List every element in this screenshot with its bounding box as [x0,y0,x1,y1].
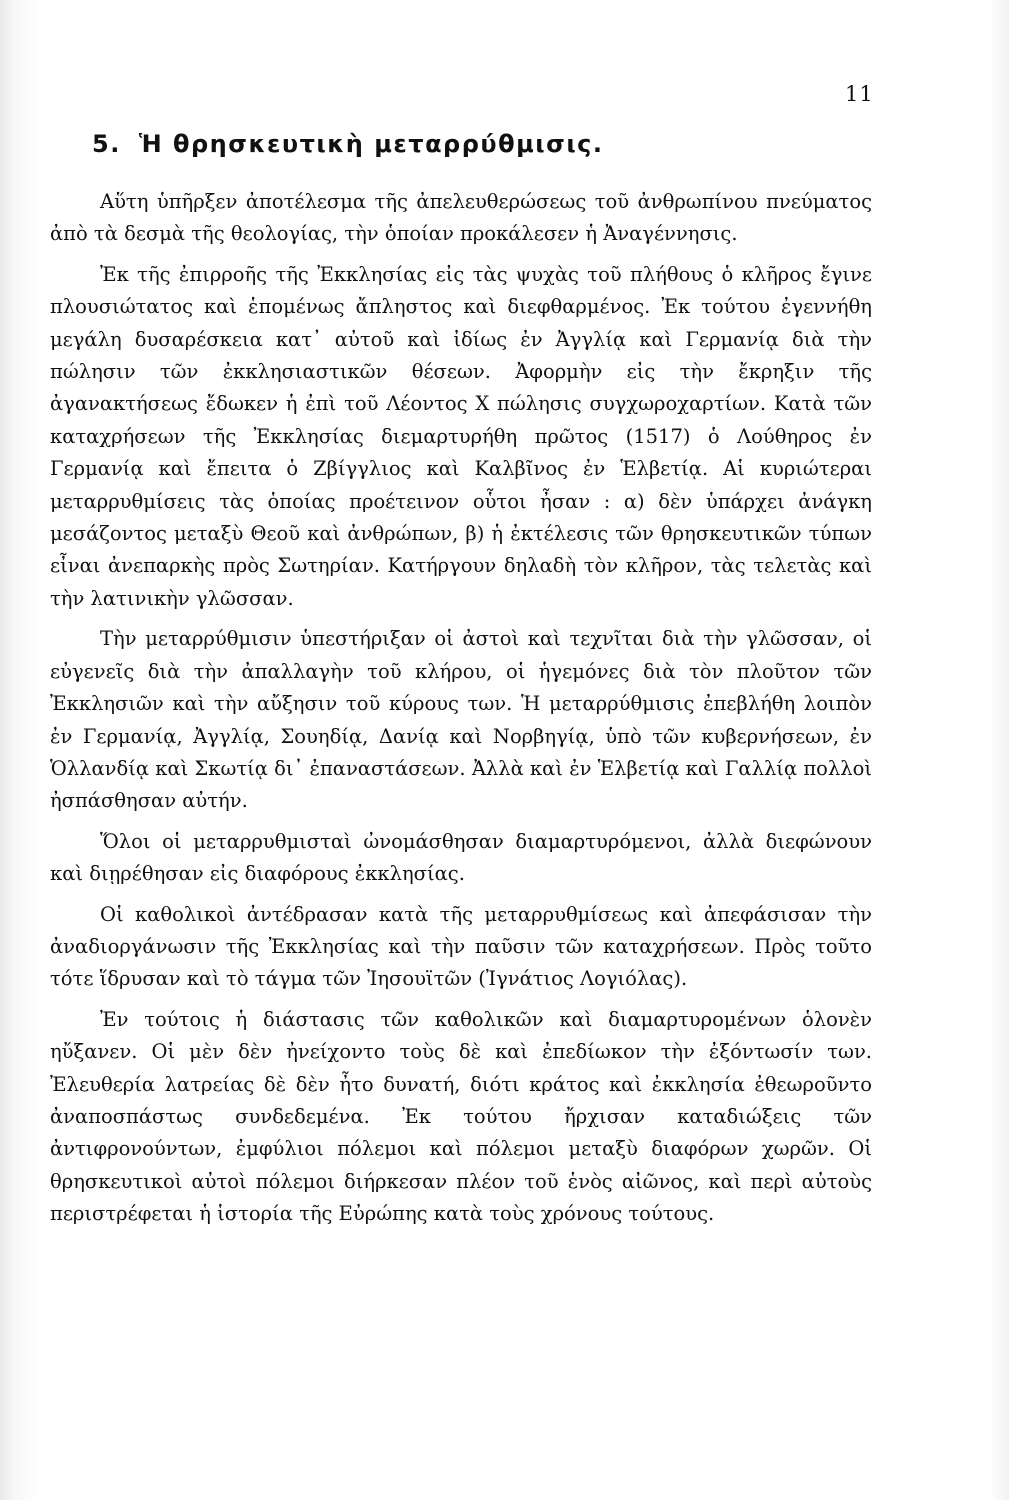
paragraph: Οἱ καθολικοὶ ἀντέδρασαν κατὰ τῆς μεταρρυθμίσεως καὶ ἀπεφάσισαν τὴν ἀναδιοργάνωσιν τῆς Ἐκκλησίας καὶ τὴν παῦσιν τῶν καταχρήσεων. Πρὸς τοῦτο τότε ἵδρυσαν καὶ τὸ τάγμα τῶν Ἰησουϊτῶν (Ἰγνάτιος Λογιόλας). [50,902,872,991]
paragraph: Ἐκ τῆς ἐπιρροῆς τῆς Ἐκκλησίας εἰς τὰς ψυχὰς τοῦ πλήθους ὁ κλῆρος ἔγινε πλουσιώτατος καὶ ἑπομένως ἄπληστος καὶ διεφθαρμένος. Ἐκ τούτου ἐγεννήθη μεγάλη δυσαρέσκεια κατ᾿ αὐτοῦ καὶ ἰδίως ἐν Ἀγγλίᾳ καὶ Γερμανίᾳ διὰ τὴν πώλησιν τῶν ἐκκλησιαστικῶν θέσεων. Ἀφορμὴν εἰς τὴν ἔκρηξιν τῆς ἀγανακτήσεως ἔδωκεν ἡ ἐπὶ τοῦ Λέοντος Χ πώλησις συγχωροχαρτίων. Κατὰ τῶν καταχρήσεων τῆς Ἐκκλησίας διεμαρτυρήθη πρῶτος (1517) ὁ Λούθηρος ἐν Γερμανίᾳ καὶ ἔπειτα ὁ Ζβίγγλιος καὶ Καλβῖνος ἐν Ἑλβετίᾳ. Αἱ κυριώτεραι μεταρρυθμίσεις τὰς ὁποίας προέτεινον οὗτοι ἦσαν : α) δὲν ὑπάρχει ἀνάγκη μεσάζοντος μεταξὺ Θεοῦ καὶ ἀνθρώπων, β) ἡ ἐκτέλεσις τῶν θρησκευτικῶν τύπων εἶναι ἀνεπαρκὴς πρὸς Σωτηρίαν. Κατήργουν δηλαδὴ τὸν κλῆρον, τὰς τελετὰς καὶ τὴν λατινικὴν γλῶσσαν. [50,262,872,610]
section-heading [92,130,604,158]
paragraph: Ὅλοι οἱ μεταρρυθμισταὶ ὠνομάσθησαν διαμαρτυρόμενοι, ἀλλὰ διεφώνουν καὶ διῃρέθησαν εἰς διαφόρους ἐκκλησίας. [50,829,872,886]
section-number: 5. [92,130,121,158]
section-title: Ἡ θρησκευτικὴ μεταρρύθμισις. [138,130,604,158]
paragraph: Αὕτη ὑπῆρξεν ἀποτέλεσμα τῆς ἀπελευθερώσεως τοῦ ἀνθρωπίνου πνεύματος ἀπὸ τὰ δεσμὰ τῆς θεολογίας, τὴν ὁποίαν προκάλεσεν ἡ Ἀναγέννησις. [50,190,872,246]
page-number: 11 [845,82,874,106]
body-text [50,186,872,1239]
paragraph: Ἐν τούτοις ἡ διάστασις τῶν καθολικῶν καὶ διαμαρτυρομένων ὁλονὲν ηὔξανεν. Οἱ μὲν δὲν ἠνείχοντο τοὺς δὲ καὶ ἐπεδίωκον τὴν ἐξόντωσίν των. Ἐλευθερία λατρείας δὲ δὲν ἦτο δυνατή, διότι κράτος καὶ ἐκκλησία ἐθεωροῦντο ἀναποσπάστως συνδεδεμένα. Ἐκ τούτου ἤρχισαν καταδιώξεις τῶν ἀντιφρονούντων, ἐμφύλιοι πόλεμοι καὶ πόλεμοι μεταξὺ διαφόρων χωρῶν. Οἱ θρησκευτικοὶ αὐτοὶ πόλεμοι διήρκεσαν πλέον τοῦ ἑνὸς αἰῶνος, καὶ περὶ αὐτοὺς περιστρέφεται ἡ ἱστορία τῆς Εὐρώπης κατὰ τοὺς χρόνους τούτους. [50,1007,872,1226]
paragraph: Τὴν μεταρρύθμισιν ὑπεστήριξαν οἱ ἀστοὶ καὶ τεχνῖται διὰ τὴν γλῶσσαν, οἱ εὐγενεῖς διὰ τὴν ἀπαλλαγὴν τοῦ κλήρου, οἱ ἡγεμόνες διὰ τὸν πλοῦτον τῶν Ἐκκλησιῶν καὶ τὴν αὔξησιν τοῦ κύρους των. Ἡ μεταρρύθμισις ἐπεβλήθη λοιπὸν ἐν Γερμανίᾳ, Ἀγγλίᾳ, Σουηδίᾳ, Δανίᾳ καὶ Νορβηγίᾳ, ὑπὸ τῶν κυβερνήσεων, ἐν Ὁλλανδίᾳ καὶ Σκωτίᾳ δι᾿ ἐπαναστάσεων. Ἀλλὰ καὶ ἐν Ἑλβετίᾳ καὶ Γαλλίᾳ πολλοὶ ἠσπάσθησαν αὐτήν. [50,627,872,813]
